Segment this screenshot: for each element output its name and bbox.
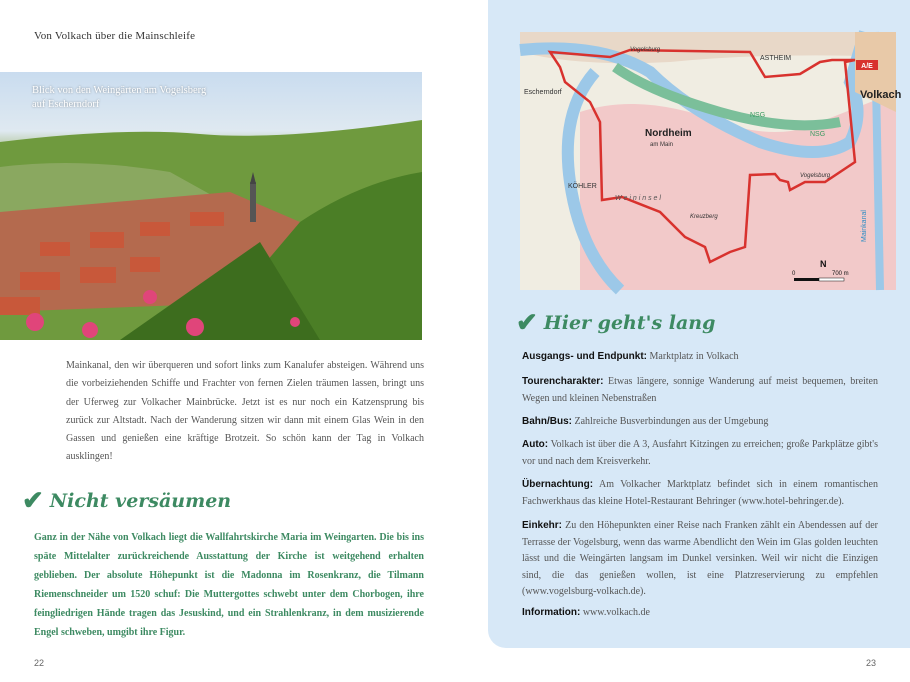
info-text: Am Volkacher Marktplatz befindet sich in einem romantischen Fachwerkhaus das kleine Hotel-Restaurant Behringer (www.hotel-behringer.de).	[522, 479, 878, 507]
map-label: Vogelsburg	[630, 47, 661, 53]
map-label: am Main	[650, 142, 674, 148]
vineyard-photo	[0, 72, 422, 340]
body-text: Mainkanal, den wir überqueren und sofort links zum Kanalufer absteigen. Während uns die vorbeiziehenden Schiffe und Frachter von fernen Zielen träumen lassen, bringt uns der Uferweg zur Volkacher Mainbrücke. Jetzt ist es nur noch ein Katzensprung bis zurück zur Altstadt. Nach der Wanderung sitzen wir dann mit einem Glas Wein in den Gassen und genießen eine kräftige Brotzeit. So schön kann der Tag in Volkach ausklingen!	[66, 360, 424, 463]
checkmark-icon: ✔	[516, 308, 538, 338]
info-item	[522, 518, 878, 601]
map-label: W e i n i n s e l	[615, 195, 661, 202]
info-label: Tourencharakter:	[522, 376, 604, 387]
info-text: Zahlreiche Busverbindungen aus der Umgebung	[574, 416, 769, 427]
page-number-right: 23	[866, 658, 877, 668]
running-head: Von Volkach über die Mainschleife	[34, 30, 196, 42]
heading-text: Nicht versäumen	[49, 490, 232, 512]
tip-text: Ganz in der Nähe von Volkach liegt die Wallfahrtskirche Maria im Weingarten. Die bis ins späte Mittelalter zurückreichende Ausstattung der Kirche ist weitgehend erhalten geblieben. Der absolute Höhepunkt ist die Madonna im Rosenkranz, die Tilmann Riemenschneider um 1520 schuf: Die Muttergottes schwebt unter dem Chorbogen, ihre feingliedrigen Hände tragen das Jesuskind, und ein Strahlenkranz, in dem musizierende Engel schweben, umgibt ihre Figur.	[34, 532, 424, 638]
info-item	[522, 349, 878, 366]
info-label: Ausgangs- und Endpunkt:	[522, 351, 647, 362]
route-map	[520, 32, 902, 290]
info-text: Volkach ist über die A 3, Ausfahrt Kitzingen zu erreichen; große Parkplätze gibt's vor und nach dem Kreisverkehr.	[522, 439, 878, 467]
map-label: ASTHEIM	[760, 55, 792, 62]
map-label: NSG	[750, 112, 766, 119]
map-label: Kreuzberg	[690, 214, 718, 220]
scale-label: 0	[792, 271, 796, 277]
map-label: Nordheim	[645, 128, 692, 139]
start-marker-label: A/E	[861, 63, 873, 70]
north-arrow: N	[820, 259, 827, 269]
info-text: Zu den Höhepunkten einer Reise nach Franken zählt ein Abendessen auf der Terrasse der Vogelsburg, wenn das warme Abendlicht den Wein im Glas golden leuchten lässt und die Weingärten langsam im Dunkel versinken. Weil wir nicht die Einzigen sind, die das genießen wollen, ist eine Platzreservierung zu empfehlen (www.vogelsburg-volkach.de).	[522, 520, 879, 597]
map-label: Escherndorf	[524, 89, 562, 96]
info-label: Einkehr:	[522, 520, 563, 531]
page-number-left: 22	[34, 658, 45, 668]
photo-caption	[32, 84, 206, 112]
map-label: Vogelsburg	[800, 173, 831, 179]
info-label: Information:	[522, 607, 581, 618]
checkmark-icon: ✔	[22, 486, 44, 516]
info-item	[522, 477, 878, 510]
heading-text: Hier geht's lang	[543, 312, 716, 334]
map-label: KÖHLER	[568, 183, 597, 190]
caption-line: Blick von den Weingärten am Vogelsberg	[32, 85, 207, 96]
box-heading-hier-gehts-lang	[516, 308, 715, 338]
info-item	[522, 374, 878, 407]
box-heading-nicht-versaeumen	[22, 486, 231, 516]
map-label: Volkach	[860, 89, 902, 101]
caption-line: auf Escherndorf	[32, 99, 100, 110]
info-item	[522, 414, 878, 431]
info-label: Auto:	[522, 439, 549, 450]
info-text: www.volkach.de	[582, 607, 650, 618]
map-label: NSG	[810, 131, 826, 138]
info-label: Bahn/Bus:	[522, 416, 572, 427]
info-label: Übernachtung:	[522, 479, 594, 490]
info-item	[522, 605, 878, 622]
scale-label: 700 m	[832, 271, 849, 277]
info-text: Marktplatz in Volkach	[649, 351, 739, 362]
info-text: Etwas längere, sonnige Wanderung auf meist bequemen, breiten Wegen und kleinen Nebenstraßen	[522, 376, 878, 404]
info-item	[522, 437, 878, 470]
map-label: Mainkanal	[861, 210, 868, 242]
